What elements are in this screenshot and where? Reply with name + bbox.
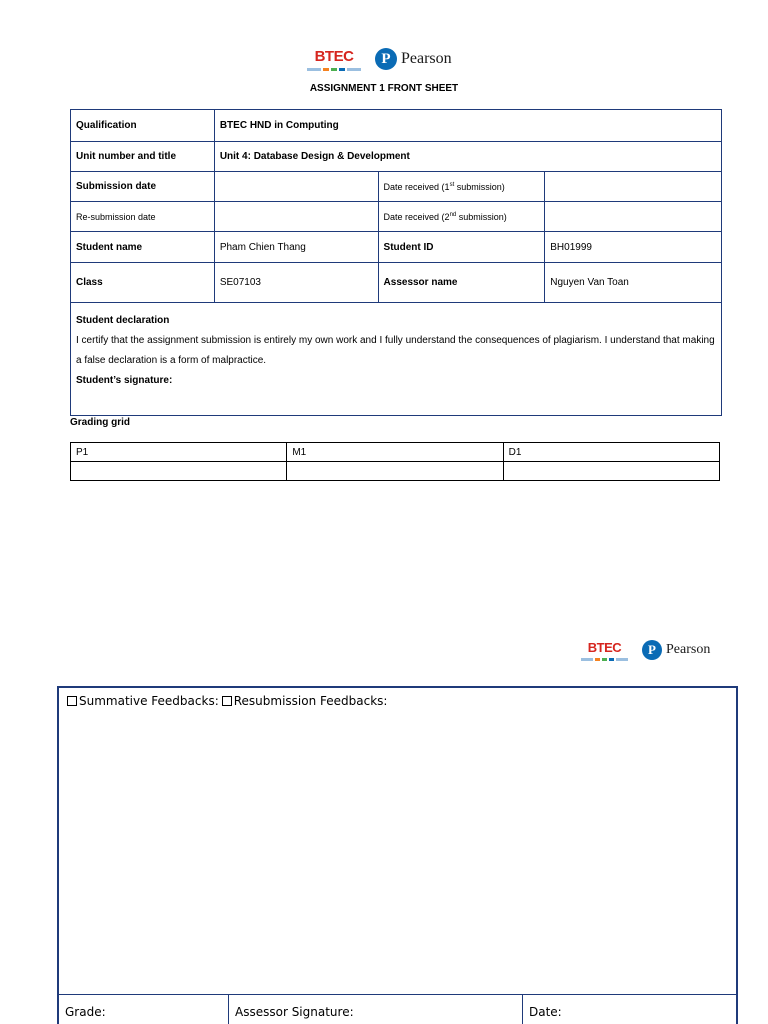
resubmission-feedback-label: Resubmission Feedbacks: xyxy=(233,694,388,708)
summative-checkbox[interactable] xyxy=(67,696,77,706)
submission-date-label: Submission date xyxy=(71,172,215,202)
pearson-icon: P xyxy=(375,48,397,70)
pearson-logo xyxy=(642,640,710,660)
date-received-2-label xyxy=(378,202,545,232)
table-row xyxy=(71,303,722,416)
date-received-2-prefix: Date received (2 xyxy=(383,211,450,222)
student-id-value: BH01999 xyxy=(545,232,722,263)
btec-logo xyxy=(303,36,365,82)
summative-feedback-label: Summative Feedbacks: xyxy=(79,694,219,708)
assignment-info-table xyxy=(70,109,722,416)
date-received-1-suffix: submission) xyxy=(454,181,505,192)
student-declaration xyxy=(71,303,722,416)
student-id-label: Student ID xyxy=(378,232,545,263)
qualification-label: Qualification xyxy=(71,110,215,142)
grading-grid-table xyxy=(70,442,720,481)
feedback-footer-row xyxy=(59,994,736,1024)
date-received-2-value[interactable] xyxy=(545,202,722,232)
grade-header-d1: D1 xyxy=(503,443,719,462)
table-row xyxy=(71,232,722,263)
feedback-box xyxy=(57,686,738,1024)
table-row xyxy=(71,202,722,232)
date-label: Date: xyxy=(529,1005,562,1019)
class-label: Class xyxy=(71,263,215,303)
qualification-value: BTEC HND in Computing xyxy=(214,110,721,142)
table-row xyxy=(71,443,720,462)
pearson-logo-text: Pearson xyxy=(666,642,711,657)
pearson-logo-text: Pearson xyxy=(401,50,452,67)
document-title: ASSIGNMENT 1 FRONT SHEET xyxy=(309,83,459,94)
pearson-icon: P xyxy=(642,640,662,660)
date-received-1-prefix: Date received (1 xyxy=(383,181,450,192)
grade-value-d1[interactable] xyxy=(503,462,719,481)
date-received-2-sup: nd xyxy=(449,211,457,218)
feedback-header xyxy=(67,694,387,708)
student-name-value: Pham Chien Thang xyxy=(214,232,378,263)
date-received-1-value[interactable] xyxy=(545,172,722,202)
table-row xyxy=(71,462,720,481)
student-signature-label: Student’s signature: xyxy=(76,375,173,386)
grade-value-p1[interactable] xyxy=(71,462,287,481)
table-row xyxy=(71,142,722,172)
date-received-2-suffix: submission) xyxy=(456,211,507,222)
resubmission-date-value[interactable] xyxy=(214,202,378,232)
grade-header-m1: M1 xyxy=(287,443,503,462)
btec-logo xyxy=(577,630,632,670)
grade-label: Grade: xyxy=(59,995,229,1024)
class-value: SE07103 xyxy=(214,263,378,303)
submission-date-value[interactable] xyxy=(214,172,378,202)
grading-grid-label: Grading grid xyxy=(70,417,130,428)
resubmission-checkbox[interactable] xyxy=(222,696,232,706)
date-received-1-sup: st xyxy=(449,181,455,188)
assessor-name-value: Nguyen Van Toan xyxy=(545,263,722,303)
assessor-name-label: Assessor name xyxy=(378,263,545,303)
grade-value-m1[interactable] xyxy=(287,462,503,481)
unit-value: Unit 4: Database Design & Development xyxy=(214,142,721,172)
unit-label: Unit number and title xyxy=(71,142,215,172)
btec-logo-text: BTEC xyxy=(314,47,354,65)
assessor-signature-label: Assessor Signature: xyxy=(229,995,523,1024)
student-name-label: Student name xyxy=(71,232,215,263)
btec-pearson-logo xyxy=(577,630,715,670)
fpt-logo-strip xyxy=(581,658,628,661)
declaration-text: I certify that the assignment submission is entirely my own work and I fully understand the consequences of plagiarism. I understand that making a false declaration is a form of malpractice. xyxy=(76,335,715,366)
btec-logo-text: BTEC xyxy=(587,639,622,655)
date-received-1-label xyxy=(378,172,545,202)
btec-pearson-logo xyxy=(303,36,465,82)
resubmission-date-label: Re-submission date xyxy=(71,202,215,232)
table-row xyxy=(71,110,722,142)
grade-header-p1: P1 xyxy=(71,443,287,462)
declaration-title: Student declaration xyxy=(76,315,170,326)
table-row xyxy=(71,263,722,303)
pearson-logo xyxy=(375,48,452,70)
fpt-logo-strip xyxy=(307,68,361,71)
table-row xyxy=(71,172,722,202)
